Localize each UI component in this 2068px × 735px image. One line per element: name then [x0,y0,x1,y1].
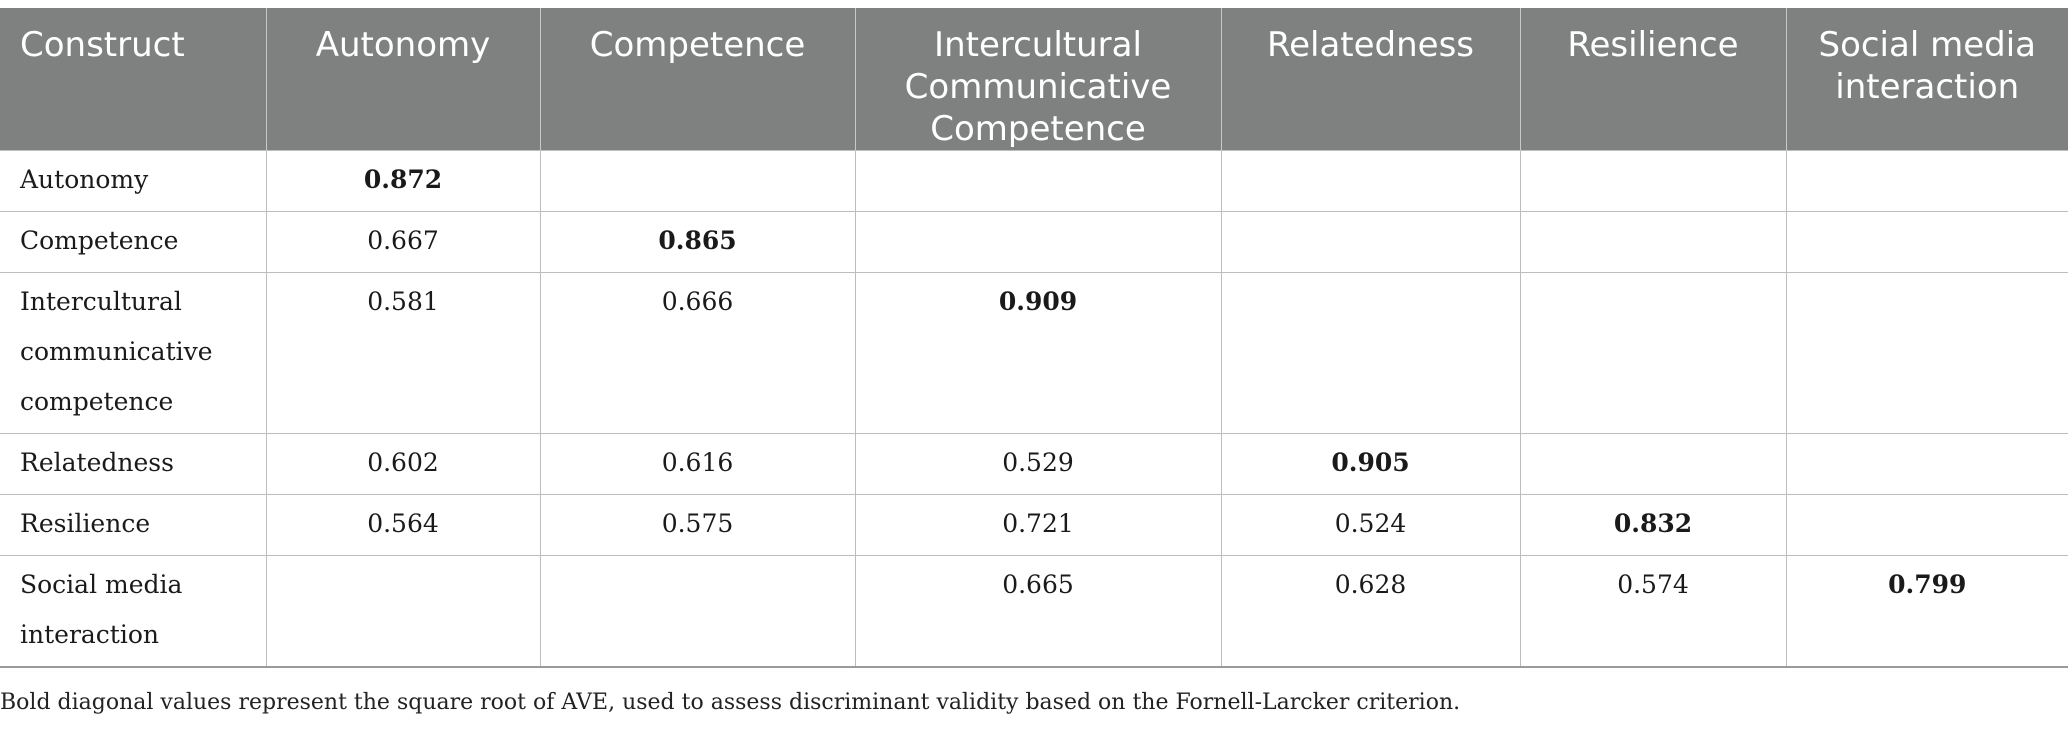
row-label: Autonomy [0,151,266,212]
row-label: Relatedness [0,434,266,495]
table-cell [1520,151,1786,212]
table-row [0,212,2068,273]
header-row [0,8,2068,151]
table-cell [1786,151,2068,212]
table-cell [1786,495,2068,556]
row-label: Competence [0,212,266,273]
table-cell: 0.832 [1520,495,1786,556]
correlation-table-container [0,8,2068,668]
table-cell: 0.616 [540,434,855,495]
table-row [0,151,2068,212]
table-cell [855,212,1221,273]
table-row [0,495,2068,556]
table-cell [1221,273,1520,434]
table-cell: 0.524 [1221,495,1520,556]
table-cell: 0.628 [1221,556,1520,667]
table-cell: 0.666 [540,273,855,434]
fornell-larcker-table [0,8,2068,668]
header-autonomy: Autonomy [266,8,540,151]
table-cell: 0.909 [855,273,1221,434]
table-row [0,434,2068,495]
header-competence: Competence [540,8,855,151]
row-label: Social media interaction [0,556,266,667]
table-cell [1221,212,1520,273]
table-cell [1786,212,2068,273]
table-cell [1786,273,2068,434]
table-row [0,556,2068,667]
header-construct: Construct [0,8,266,151]
table-cell [1520,273,1786,434]
table-cell: 0.575 [540,495,855,556]
table-row [0,273,2068,434]
header-intercultural-communicative-competence: Intercultural Communicative Competence [855,8,1221,151]
table-cell: 0.602 [266,434,540,495]
table-cell [540,151,855,212]
table-footnote: Bold diagonal values represent the square root of AVE, used to assess discriminant validity based on the Fornell-Larcker criterion. [0,690,1461,715]
table-cell: 0.865 [540,212,855,273]
table-cell [1520,212,1786,273]
table-cell: 0.872 [266,151,540,212]
table-cell: 0.564 [266,495,540,556]
table-cell: 0.665 [855,556,1221,667]
table-cell: 0.581 [266,273,540,434]
table-cell [855,151,1221,212]
header-resilience: Resilience [1520,8,1786,151]
table-cell [540,556,855,667]
table-cell: 0.799 [1786,556,2068,667]
table-cell [1221,151,1520,212]
table-cell: 0.529 [855,434,1221,495]
table-cell [1520,434,1786,495]
table-cell: 0.667 [266,212,540,273]
header-relatedness: Relatedness [1221,8,1520,151]
table-cell [1786,434,2068,495]
row-label: Intercultural communicative competence [0,273,266,434]
table-cell: 0.721 [855,495,1221,556]
row-label: Resilience [0,495,266,556]
table-cell [266,556,540,667]
table-cell: 0.905 [1221,434,1520,495]
header-social-media-interaction: Social media interaction [1786,8,2068,151]
table-cell: 0.574 [1520,556,1786,667]
